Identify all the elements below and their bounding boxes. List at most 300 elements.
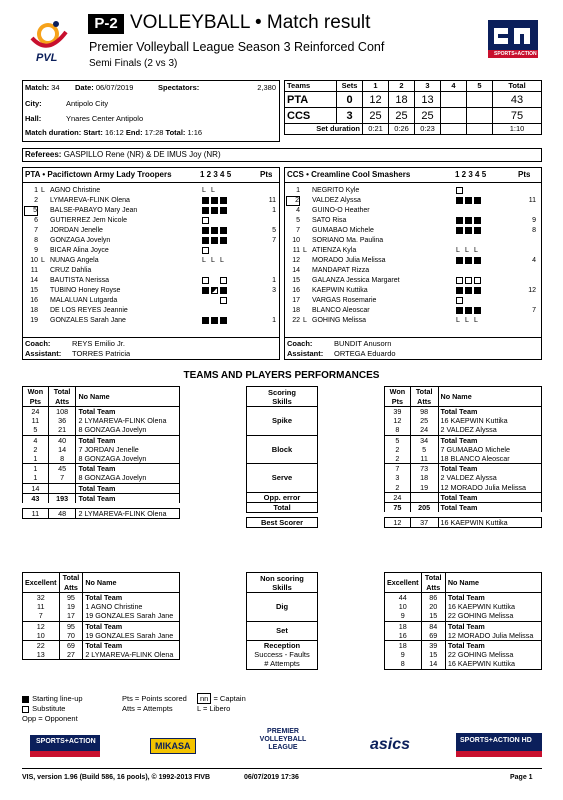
- player-number: 16: [292, 287, 300, 294]
- perf-value: 17: [59, 611, 83, 621]
- perf-header-row: [385, 387, 542, 407]
- player-points: 7: [532, 307, 536, 314]
- best-scorer-value: 37: [410, 517, 438, 527]
- perf-name: Total Team: [76, 407, 180, 417]
- perf-value: 1: [23, 473, 49, 482]
- left-perf-table: [22, 386, 180, 519]
- libero-flag: L: [303, 317, 307, 324]
- player-number: 5: [24, 206, 38, 216]
- set-score: 12: [363, 92, 389, 108]
- perf-row: [23, 659, 180, 660]
- perf-name: Total Team: [83, 621, 180, 631]
- perf-value: 108: [48, 407, 76, 417]
- perf-row: [385, 659, 542, 669]
- skill-label: Block: [271, 444, 293, 454]
- referees-label: Referees:: [25, 150, 62, 159]
- player-number: 11: [30, 267, 38, 274]
- skills-header: Scoring Skills: [247, 387, 318, 407]
- set-score: [441, 92, 467, 108]
- skill-name: [247, 621, 318, 640]
- team-code: PTA: [285, 92, 337, 108]
- right-perf-table: [384, 572, 542, 670]
- perf-row: [385, 483, 542, 493]
- phase-name: Semi Finals (2 vs 3): [89, 58, 178, 69]
- player-number: 7: [34, 227, 38, 234]
- player-row: [286, 256, 540, 266]
- player-number: 9: [34, 247, 38, 254]
- perf-name: 12 MORADO Julia Melissa: [438, 483, 541, 493]
- duration-label: Match duration:: [25, 128, 82, 137]
- perf-header-name: No Name: [83, 573, 180, 593]
- player-name: DE LOS REYES Jeannie: [50, 307, 128, 314]
- starting-square: [456, 217, 463, 224]
- player-name: MALALUAN Lutgarda: [50, 297, 118, 304]
- perf-row: [23, 425, 180, 435]
- set-duration: 0:26: [389, 124, 415, 135]
- skill-name: [247, 593, 318, 622]
- starting-square: [202, 237, 209, 244]
- player-points: 9: [532, 217, 536, 224]
- perf-name: 2 LYMAREVA-FLINK Olena: [83, 650, 180, 659]
- starting-lineup-swatch: [22, 696, 29, 703]
- team-a-assistant-label: Assistant:: [25, 349, 62, 358]
- perf-value: 24: [385, 492, 411, 502]
- perf-name: Total Team: [445, 621, 541, 631]
- set-duration-total: 1:10: [493, 124, 542, 135]
- player-row: [286, 306, 540, 316]
- perf-value: 36: [48, 416, 76, 425]
- perf-value: 18: [385, 641, 422, 651]
- skill-row: [247, 492, 318, 502]
- starting-square: [456, 197, 463, 204]
- starting-square: [211, 237, 218, 244]
- starting-square: [211, 317, 218, 324]
- perf-row: [385, 445, 542, 454]
- player-row: [286, 266, 540, 276]
- match-label: Match:: [25, 83, 50, 92]
- perf-value: 2: [385, 445, 411, 454]
- skill-name: [247, 492, 318, 502]
- player-number: 1: [296, 187, 300, 194]
- team-b-coach: BUNDIT Anusorn: [334, 339, 392, 348]
- perf-name: Total Team: [76, 435, 180, 445]
- perf-value: 70: [59, 631, 83, 641]
- legend-opp: Opp = Opponent: [22, 714, 78, 723]
- substitute-square: [456, 277, 463, 284]
- player-name: AGNO Christine: [50, 187, 101, 194]
- player-number: 11: [292, 247, 300, 254]
- page-title: VOLLEYBALL • Match result: [130, 12, 371, 33]
- sports-action-logo: [484, 14, 542, 64]
- starting-square: [211, 197, 218, 204]
- set-score: [467, 92, 493, 108]
- hall-label: Hall:: [25, 114, 42, 123]
- starting-square: [465, 227, 472, 234]
- perf-row: [23, 493, 180, 503]
- perf-header-stat: Total Atts: [410, 387, 438, 407]
- left-perf-table: [22, 572, 180, 660]
- perf-value: 39: [421, 641, 445, 651]
- perf-value: 8: [385, 659, 422, 669]
- perf-row: [23, 445, 180, 454]
- perf-name: 1 AGNO Christine: [83, 602, 180, 611]
- perf-value: 45: [48, 464, 76, 474]
- skill-name: [247, 464, 318, 493]
- libero-set-mark: L: [211, 187, 215, 194]
- team-a-coach: REYS Emilio Jr.: [72, 339, 125, 348]
- player-row: [24, 246, 278, 256]
- player-points: 12: [528, 287, 536, 294]
- set-duration: [441, 124, 467, 135]
- player-name: GONZALES Sarah Jane: [50, 317, 126, 324]
- perf-name: Total Team: [445, 641, 541, 651]
- perf-value: 20: [421, 602, 445, 611]
- legend-libero: L = Libero: [197, 704, 231, 713]
- perf-name: Total Team: [76, 464, 180, 474]
- player-points: 11: [268, 197, 276, 204]
- team-b-roster: [286, 186, 540, 326]
- perf-value: [410, 492, 438, 502]
- libero-flag: L: [303, 247, 307, 254]
- player-row: [286, 296, 540, 306]
- perf-name: 2 VALDEZ Alyssa: [438, 473, 541, 482]
- starting-square: [220, 317, 227, 324]
- libero-set-mark: L: [211, 257, 215, 264]
- libero-set-mark: L: [456, 317, 460, 324]
- team-a-roster: [24, 186, 278, 326]
- player-number: 22: [292, 317, 300, 324]
- skill-row: [247, 640, 318, 669]
- perf-name: 7 JORDAN Jenelle: [76, 445, 180, 454]
- substitute-square: [220, 277, 227, 284]
- skills-header: Non scoring Skills: [247, 573, 318, 593]
- perf-value: 4: [23, 435, 49, 445]
- legend-starting: Starting line-up: [32, 694, 83, 703]
- perf-value: 73: [410, 464, 438, 474]
- starting-square: [474, 287, 481, 294]
- sponsor-sports-action-hd-text: SPORTS+ACTION HD: [460, 737, 532, 744]
- libero-set-mark: L: [456, 247, 460, 254]
- score-row-ccs: [285, 108, 542, 124]
- perf-value: 40: [48, 435, 76, 445]
- perf-value: 9: [385, 611, 422, 621]
- perf-value: 14: [421, 659, 445, 669]
- footer-page: Page 1: [510, 774, 533, 781]
- match-date: 06/07/2019: [95, 83, 134, 92]
- perf-value: 15: [421, 611, 445, 621]
- team-a-assistant: TORRES Patricia: [72, 349, 131, 358]
- player-row: [286, 286, 540, 296]
- sponsor-pvl: PREMIER VOLLEYBALL LEAGUE: [259, 728, 307, 751]
- player-points: 1: [272, 277, 276, 284]
- player-number: 6: [34, 217, 38, 224]
- total-time: 1:16: [187, 128, 203, 137]
- player-row: [24, 316, 278, 326]
- team-b-set-header: 1 2 3 4 5: [455, 170, 487, 179]
- perf-value: 39: [385, 407, 411, 417]
- perf-value: 7: [23, 611, 60, 621]
- libero-set-mark: L: [465, 247, 469, 254]
- perf-value: 11: [23, 602, 60, 611]
- skill-sublabel: Success - Faults: [254, 650, 310, 660]
- perf-row: [385, 407, 542, 417]
- best-scorer-label: Best Scorer: [247, 518, 318, 528]
- skill-label: Serve: [271, 473, 293, 483]
- player-number: 18: [30, 307, 38, 314]
- player-number: 18: [292, 307, 300, 314]
- player-name: VALDEZ Alyssa: [312, 197, 361, 204]
- player-name: GUINO-O Heather: [312, 207, 370, 214]
- player-number: 12: [292, 257, 300, 264]
- player-number: 7: [296, 227, 300, 234]
- player-row: [24, 186, 278, 196]
- skills-header-row: [247, 387, 318, 407]
- perf-value: 27: [59, 650, 83, 659]
- perf-header-stat: Total Atts: [421, 573, 445, 593]
- perf-row: [23, 473, 180, 482]
- player-number: 17: [292, 297, 300, 304]
- perf-value: 1: [23, 464, 49, 474]
- score-header: Sets: [337, 81, 363, 92]
- perf-value: 193: [48, 493, 76, 503]
- player-row: [286, 246, 540, 256]
- starting-square: [220, 287, 227, 294]
- player-row: [24, 206, 278, 216]
- player-row: [24, 266, 278, 276]
- skill-row: [247, 464, 318, 493]
- perf-value: 95: [59, 593, 83, 603]
- perf-row: [23, 483, 180, 493]
- perf-name: 16 KAEPWIN Kuttika: [445, 602, 541, 611]
- perf-value: 19: [410, 483, 438, 493]
- substitute-square: [456, 187, 463, 194]
- player-number: 8: [34, 237, 38, 244]
- footer-printed: 06/07/2019 17:36: [244, 774, 299, 781]
- perf-header-name: No Name: [76, 387, 180, 407]
- player-name: GOHING Melissa: [312, 317, 367, 324]
- perf-value: 2: [385, 483, 411, 493]
- starting-square: [465, 287, 472, 294]
- end-time: 17:28: [144, 128, 164, 137]
- perf-row: [385, 473, 542, 482]
- player-name: VARGAS Rosemarie: [312, 297, 377, 304]
- libero-set-mark: L: [202, 187, 206, 194]
- perf-row: [23, 611, 180, 621]
- perf-row: [385, 621, 542, 631]
- best-scorer-value: 11: [23, 508, 49, 518]
- skill-row: [247, 435, 318, 464]
- sponsor-sports-action: [30, 735, 100, 759]
- referees-names: GASPILLO Rene (NR) & DE IMUS Joy (NR): [63, 150, 221, 159]
- starting-square: [202, 227, 209, 234]
- team-a-name: PTA • Pacifictown Army Lady Troopers: [25, 170, 172, 179]
- score-header: Total: [493, 81, 542, 92]
- player-name: BICAR Alina Joyce: [50, 247, 109, 254]
- player-row: [24, 286, 278, 296]
- perf-name: 16 KAEPWIN Kuttika: [438, 416, 541, 425]
- perf-name: Total Team: [438, 492, 541, 502]
- player-name: MANDAPAT Rizza: [312, 267, 370, 274]
- perf-name: 2 VALDEZ Alyssa: [438, 425, 541, 435]
- perf-value: 5: [23, 425, 49, 435]
- perf-value: 10: [23, 631, 60, 641]
- perf-value: 69: [421, 631, 445, 641]
- perf-row: [385, 464, 542, 474]
- date-label: Date:: [75, 83, 94, 92]
- best-scorer-label-row: [247, 518, 318, 528]
- sets-won: 3: [337, 108, 363, 124]
- perf-value: 22: [23, 641, 60, 651]
- perf-name: 22 GOHING Melissa: [445, 650, 541, 659]
- player-name: MORADO Julia Melissa: [312, 257, 386, 264]
- team-a-set-header: 1 2 3 4 5: [200, 170, 232, 179]
- starting-square: [465, 257, 472, 264]
- perf-value: 3: [385, 473, 411, 482]
- perf-value: 84: [421, 621, 445, 631]
- player-number: 1: [34, 187, 38, 194]
- player-number: 14: [30, 277, 38, 284]
- score-header-row: [285, 81, 542, 92]
- starting-square: [474, 197, 481, 204]
- perf-name: 16 KAEPWIN Kuttika: [445, 659, 541, 669]
- perf-value: 14: [23, 483, 49, 493]
- skill-label: Dig: [275, 602, 289, 612]
- match-number: 34: [51, 83, 60, 92]
- skills-header-row: [247, 573, 318, 593]
- player-number: 15: [292, 277, 300, 284]
- player-name: JORDAN Jenelle: [50, 227, 103, 234]
- perf-value: 86: [421, 593, 445, 603]
- player-row: [286, 276, 540, 286]
- perf-row: [385, 641, 542, 651]
- team-code: CCS: [285, 108, 337, 124]
- pvl-logo-text: PVL: [36, 52, 58, 64]
- perf-row: [385, 492, 542, 502]
- starting-square: [474, 217, 481, 224]
- perf-row: [385, 454, 542, 464]
- set-score: [467, 108, 493, 124]
- perf-name: 2 LYMAREVA-FLINK Olena: [76, 416, 180, 425]
- perf-value: 12: [385, 416, 411, 425]
- skill-name: [247, 435, 318, 464]
- perf-value: 10: [385, 602, 422, 611]
- starting-square: [202, 207, 209, 214]
- perf-header-stat: Total Atts: [59, 573, 83, 593]
- libero-set-mark: L: [474, 317, 478, 324]
- skill-row: [247, 593, 318, 622]
- player-name: BLANCO Aleoscar: [312, 307, 370, 314]
- perf-value: 32: [23, 593, 60, 603]
- player-row: [286, 236, 540, 246]
- team-a-pts-header: Pts: [260, 170, 273, 179]
- set-score: 25: [363, 108, 389, 124]
- skill-row: [247, 407, 318, 436]
- perf-row: [385, 611, 542, 621]
- perf-value: 75: [385, 503, 411, 513]
- perf-value: 8: [385, 425, 411, 435]
- starting-square: [202, 317, 209, 324]
- legend-captain: = Captain: [213, 694, 246, 703]
- perf-row: [23, 641, 180, 651]
- team-b-name: CCS • Creamline Cool Smashers: [287, 170, 411, 179]
- perf-value: 18: [385, 621, 422, 631]
- skill-name: [247, 502, 318, 512]
- perf-name: Total Team: [438, 407, 541, 417]
- perf-header-row: [23, 573, 180, 593]
- player-points: 4: [532, 257, 536, 264]
- perf-row: [385, 416, 542, 425]
- team-b-assistant: ORTEGA Eduardo: [334, 349, 396, 358]
- player-points: 1: [272, 207, 276, 214]
- sets-won: 0: [337, 92, 363, 108]
- best-scorer-value: 16 KAEPWIN Kuttika: [438, 517, 541, 527]
- sponsor-mikasa: MIKASA: [150, 738, 196, 754]
- skill-label: Total: [273, 503, 291, 513]
- perf-value: 43: [23, 493, 49, 503]
- starting-square: [474, 307, 481, 314]
- skill-label: Reception: [263, 641, 301, 651]
- substitute-square: [202, 247, 209, 254]
- player-points: 8: [532, 227, 536, 234]
- starting-square: [474, 227, 481, 234]
- perf-name: 7 GUMABAO Michele: [438, 445, 541, 454]
- score-row-pta: [285, 92, 542, 108]
- score-header: Teams: [285, 81, 337, 92]
- perf-row: [23, 435, 180, 445]
- perf-name: 19 GONZALES Sarah Jane: [83, 611, 180, 621]
- starting-square: [202, 197, 209, 204]
- perf-header-stat: Won Pts: [23, 387, 49, 407]
- score-header: 5: [467, 81, 493, 92]
- starting-square: [456, 227, 463, 234]
- player-row: [286, 196, 540, 206]
- set-score: [441, 108, 467, 124]
- skill-name: [247, 407, 318, 436]
- hall-value: Ynares Center Antipolo: [66, 114, 144, 123]
- perf-name: 8 GONZAGA Jovelyn: [76, 425, 180, 435]
- perf-header-stat: Total Atts: [48, 387, 76, 407]
- pvl-logo: [22, 16, 80, 66]
- perf-row: [23, 593, 180, 603]
- perf-name: Total Team: [445, 593, 541, 603]
- starting-square: [211, 287, 218, 294]
- best-scorer-value: 2 LYMAREVA-FLINK Olena: [76, 508, 180, 518]
- perf-name: Total Team: [76, 483, 180, 493]
- starting-square: [456, 257, 463, 264]
- player-points: 11: [528, 197, 536, 204]
- perf-row: [23, 602, 180, 611]
- player-points: 3: [272, 287, 276, 294]
- perf-value: 34: [410, 435, 438, 445]
- perf-row: [385, 650, 542, 659]
- player-row: [24, 306, 278, 316]
- team-b-assistant-label: Assistant:: [287, 349, 324, 358]
- player-number: 16: [30, 297, 38, 304]
- sponsor-sports-action-hd: [456, 733, 542, 759]
- perf-name: 8 GONZAGA Jovelyn: [76, 473, 180, 482]
- perf-header-row: [385, 573, 542, 593]
- best-scorer-row: [23, 508, 180, 518]
- starting-square: [202, 287, 209, 294]
- player-name: SATO Risa: [312, 217, 347, 224]
- legend: [22, 693, 322, 731]
- perf-value: 205: [410, 503, 438, 513]
- performances-title: TEAMS AND PLAYERS PERFORMANCES: [183, 370, 380, 381]
- spectators-label: Spectators:: [158, 83, 200, 92]
- skills-table: [246, 386, 318, 528]
- perf-row: [385, 435, 542, 445]
- player-row: [286, 216, 540, 226]
